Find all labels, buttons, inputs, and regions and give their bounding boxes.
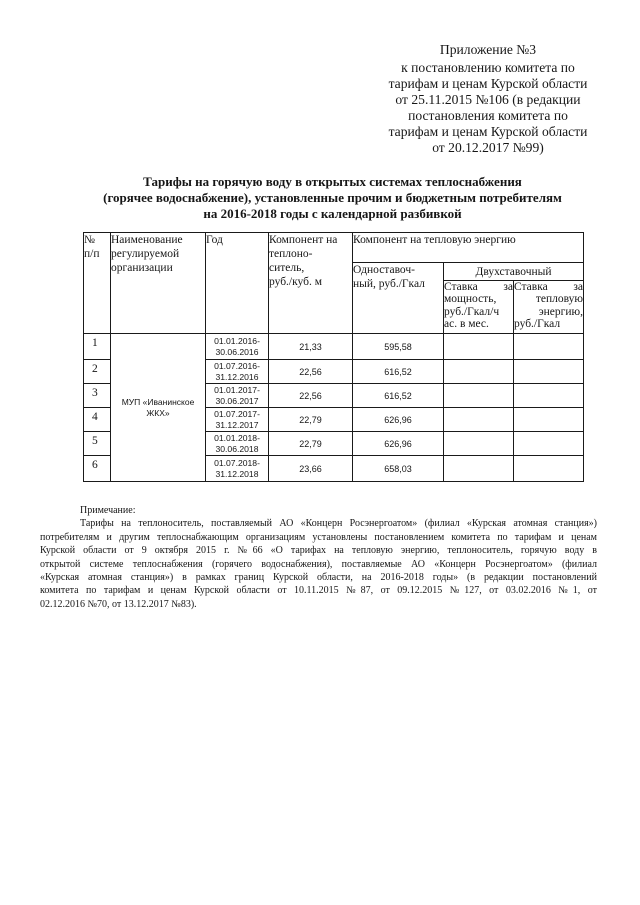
single-rate-value: 616,52: [353, 360, 444, 384]
note-line: комитета по тарифам и ценам Курской области от 10.11.2015 №87, от 09.12.2015 №127, от 03.02.2016 №1, от: [40, 585, 597, 597]
energy-rate-value: [514, 360, 584, 384]
header-line: регулируемой: [111, 248, 180, 260]
heat-carrier-value: 22,79: [269, 432, 353, 456]
period-cell: [206, 456, 269, 482]
table-body: [84, 334, 584, 482]
header-heat-energy: Компонент на тепловую энергию: [353, 233, 584, 263]
title-line: на 2016-2018 годы с календарной разбивкой: [203, 206, 462, 221]
header-line: ас. в мес.: [444, 317, 489, 330]
note-line: потребителям и другим теплоснабжающим организациям установлены постановлением комитета по тарифам и ценам: [40, 531, 597, 543]
header-line: ный, руб./Гкал: [353, 278, 425, 290]
energy-rate-value: [514, 334, 584, 360]
period-cell: [206, 360, 269, 384]
period-end: 30.06.2018: [215, 443, 259, 454]
energy-rate-value: [514, 456, 584, 482]
header-line: Одноставоч-: [353, 264, 415, 276]
title-line: (горячее водоснабжение), установленные прочим и бюджетным потребителям: [103, 190, 562, 205]
organization-cell: МУП «Иванинское ЖКХ»: [111, 334, 206, 482]
note-line: «Курская атомная станция») в рамках границ Курской области, на 2016-2018 годы» (в редакции постановлений: [40, 572, 597, 584]
header-organization: [111, 233, 206, 334]
row-number: 2: [84, 360, 111, 384]
header-line: теплоно-: [269, 248, 313, 260]
header-line: энергию,: [538, 305, 584, 318]
header-single-rate: [353, 263, 444, 334]
single-rate-value: 658,03: [353, 456, 444, 482]
heat-carrier-value: 21,33: [269, 334, 353, 360]
header-capacity-rate: [444, 281, 514, 334]
capacity-rate-value: [444, 334, 514, 360]
single-rate-value: 616,52: [353, 384, 444, 408]
header-number: [84, 233, 111, 334]
heat-carrier-value: 22,79: [269, 408, 353, 432]
note-line: открытой системе теплоснабжения (горячего водоснабжения), поставляемые АО «Концерн Росэнергоатом» (филиал: [40, 558, 597, 570]
single-rate-value: 595,58: [353, 334, 444, 360]
period-start: 01.01.2016-: [214, 336, 260, 347]
header-heat-carrier: [269, 233, 353, 334]
capacity-rate-value: [444, 456, 514, 482]
annex-title: Приложение №3: [439, 42, 537, 57]
period-start: 01.01.2017-: [214, 385, 260, 396]
energy-rate-value: [514, 408, 584, 432]
period-cell: [206, 334, 269, 360]
annex-header: [378, 42, 598, 156]
annex-line: постановления комитета по: [408, 108, 568, 123]
period-start: 01.07.2016-: [214, 361, 260, 372]
row-number: 3: [84, 384, 111, 408]
tariff-table: [83, 232, 584, 482]
header-line: мощность,: [444, 293, 497, 306]
heat-carrier-value: 23,66: [269, 456, 353, 482]
header-line: Компонент на: [269, 234, 338, 246]
heat-carrier-value: 22,56: [269, 360, 353, 384]
annex-line: от 25.11.2015 №106 (в редакции: [395, 92, 581, 107]
capacity-rate-value: [444, 360, 514, 384]
header-line: руб./Гкал: [514, 317, 561, 330]
header-energy-rate: [514, 281, 584, 334]
header-line: ситель,: [269, 262, 305, 274]
annex-line: к постановлению комитета по: [401, 60, 575, 75]
row-number: 1: [84, 334, 111, 360]
period-cell: [206, 408, 269, 432]
header-line: п/п: [84, 248, 100, 260]
note-line: Тарифы на теплоноситель, поставляемый АО «Концерн Росэнергоатом» (филиал «Курская атомная станция»): [80, 518, 597, 530]
header-line: руб./куб. м: [269, 276, 323, 288]
header-line: №: [84, 234, 95, 246]
period-start: 01.07.2018-: [214, 458, 260, 469]
period-end: 31.12.2018: [215, 468, 259, 479]
heat-carrier-value: 22,56: [269, 384, 353, 408]
period-start: 01.07.2017-: [214, 409, 260, 420]
header-two-rate: Двухставочный: [444, 263, 584, 281]
header-line: тепловую: [535, 293, 584, 306]
title-line: Тарифы на горячую воду в открытых системах теплоснабжения: [143, 174, 522, 189]
header-line: Ставка за: [444, 281, 513, 293]
energy-rate-value: [514, 384, 584, 408]
note-line: 02.12.2016 №70, от 13.12.2017 №83).: [40, 598, 197, 610]
period-end: 31.12.2017: [215, 419, 259, 430]
note-line: Курской области от 9 октября 2015 г. №66 «О тарифах на тепловую энергию, теплоноситель, горячую воду в: [40, 545, 597, 557]
note-label: Примечание:: [80, 505, 136, 516]
period-end: 30.06.2016: [215, 346, 259, 357]
header-line: Ставка за: [514, 281, 584, 293]
note-section: [40, 504, 597, 611]
period-cell: [206, 384, 269, 408]
capacity-rate-value: [444, 384, 514, 408]
header-period: Год: [206, 233, 269, 334]
energy-rate-value: [514, 432, 584, 456]
capacity-rate-value: [444, 432, 514, 456]
annex-line: от 20.12.2017 №99): [432, 140, 544, 155]
period-end: 30.06.2017: [215, 395, 259, 406]
document-title: [60, 174, 605, 222]
capacity-rate-value: [444, 408, 514, 432]
row-number: 4: [84, 408, 111, 432]
table-header: [84, 233, 584, 334]
annex-line: тарифам и ценам Курской области: [388, 124, 588, 139]
table-row: [84, 334, 584, 360]
header-line: Наименование: [111, 234, 183, 246]
annex-line: тарифам и ценам Курской области: [388, 76, 588, 91]
single-rate-value: 626,96: [353, 408, 444, 432]
row-number: 5: [84, 432, 111, 456]
header-row: [84, 233, 584, 263]
header-line: организации: [111, 262, 173, 274]
header-line: руб./Гкал/ч: [444, 305, 500, 318]
row-number: 6: [84, 456, 111, 482]
period-end: 31.12.2016: [215, 371, 259, 382]
period-cell: [206, 432, 269, 456]
single-rate-value: 626,96: [353, 432, 444, 456]
period-start: 01.01.2018-: [214, 433, 260, 444]
